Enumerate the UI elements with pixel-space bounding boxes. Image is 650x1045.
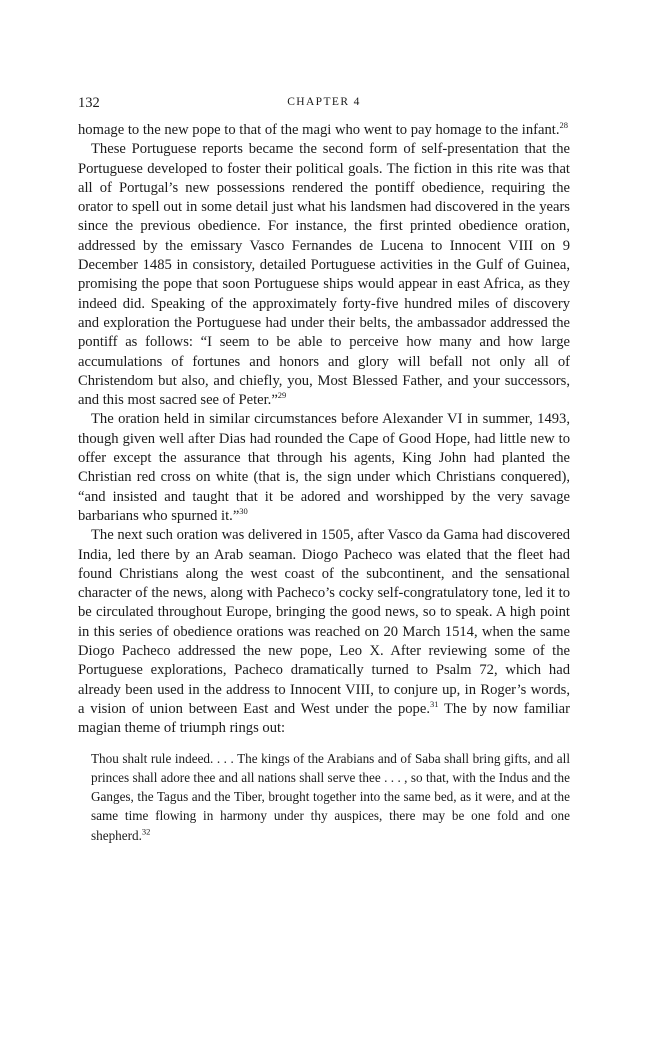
paragraph-text: The oration held in similar circumstances before Alexander VI in summer, 1493, though given well after Dias had rounded the Cape of Good Hope, had little new to offer except the assurance that through his agents, King John had planted the Christian red cross on white (that is, the sign under which Christians conquered), “and insisted and taught that it be adored and worshipped by the very savage barbarians who spurned it.”	[78, 411, 570, 524]
paragraph	[78, 526, 570, 738]
quote-text: Thou shalt rule indeed. . . . The kings of the Arabians and of Saba shall bring gifts, and all princes shall adore thee and all nations shall serve thee . . . , so that, with the Indus and the Ganges, the Tagus and the Tiber, brought together into the same bed, as it were, and at the same time flowing in harmony under thy auspices, there may be one fold and one shepherd.	[91, 750, 570, 843]
footnote-marker: 31	[429, 699, 439, 710]
paragraph-text: The next such oration was delivered in 1505, after Vasco da Gama had discovered India, led there by an Arab seaman. Diogo Pacheco was elated that the fleet had found Christians along the west coast of the subcontinent, and the sensational character of the news, along with Pacheco’s cocky self-congratulatory tone, led it to be circulated throughout Europe, bringing the good news, so to speak. A high point in this series of obedience orations was reached on 20 March 1514, when the same Diogo Pacheco addressed the new pope, Leo X. After reviewing some of the Portuguese explorations, Pacheco dramatically turned to Psalm 72, which had already been used in the address to Innocent VIII, to conjure up, in Roger’s words, a vision of union between East and West under the pope.	[78, 527, 570, 717]
book-page	[78, 95, 570, 845]
footnote-marker: 28	[559, 120, 568, 131]
paragraph-continued	[78, 121, 570, 140]
block-quote	[91, 749, 570, 845]
paragraph-text: homage to the new pope to that of the magi who went to pay homage to the infant.	[78, 122, 560, 138]
paragraph	[78, 410, 570, 526]
running-head	[78, 95, 570, 121]
footnote-marker: 32	[141, 826, 151, 837]
body-text	[78, 121, 570, 739]
quote-paragraph	[91, 749, 570, 845]
chapter-heading: CHAPTER 4	[287, 96, 361, 108]
footnote-marker: 29	[277, 390, 287, 401]
footnote-marker: 30	[239, 506, 248, 517]
paragraph-text: The by now familiar magian theme of triumph rings out:	[78, 700, 570, 737]
page-number: 132	[78, 95, 100, 111]
paragraph-text: These Portuguese reports became the second form of self-presentation that the Portuguese developed to foster their political goals. The fiction in this rite was that all of Portugal’s new possessions rendered the pontiff obedience, requiring the orator to spell out in some detail just what his landsmen had discovered in the years since the previous obedience. For instance, the first printed obedience oration, addressed by the emissary Vasco Fernandes de Lucena to Innocent VIII on 9 December 1485 in consistory, detailed Portuguese activities in the Gulf of Guinea, promising the pope that soon Portuguese ships would appear in east Africa, as they indeed did. Speaking of the approximately forty-five hundred miles of discovery and exploration the Portuguese had under their belts, the ambassador addressed the pontiff as follows: “I seem to be able to perceive how many and how large accumulations of fortunes and honors and glory will befall not only all of Christendom but also, and chiefly, you, Most Blessed Father, and your successors, and this most sacred see of Peter.”	[78, 141, 570, 409]
paragraph	[78, 140, 570, 410]
